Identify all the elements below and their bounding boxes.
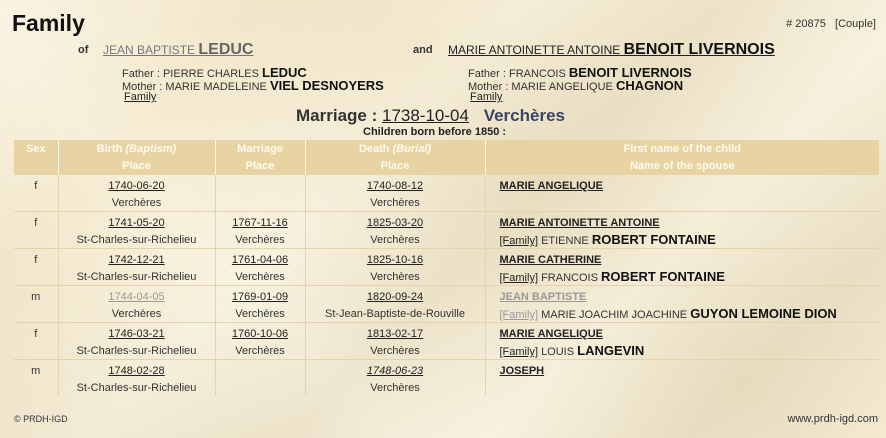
- sex-cell: f: [14, 323, 58, 343]
- spouse-family-link[interactable]: [Family]: [499, 309, 538, 321]
- table-row-sub: [14, 194, 879, 212]
- husband-mother: [122, 78, 384, 93]
- birth-place: St-Charles-sur-Richelieu: [58, 342, 215, 360]
- mother-label: Mother :: [122, 81, 163, 93]
- wife-mother-surname: CHAGNON: [615, 78, 684, 93]
- spouse-cell: [485, 379, 879, 396]
- spouse-surname: GUYON LEMOINE DION: [690, 306, 837, 321]
- death-date-link[interactable]: 1825-10-16: [366, 253, 424, 266]
- spouse-surname: LANGEVIN: [577, 343, 645, 358]
- birth-place: St-Charles-sur-Richelieu: [58, 231, 215, 249]
- death-place: Verchères: [305, 379, 485, 396]
- spouse-cell: [485, 194, 879, 212]
- marriage-date-link[interactable]: 1738-10-04: [381, 106, 469, 125]
- header-child: First name of the child: [485, 140, 879, 157]
- spouse-given: MARIE JOACHIM JOACHINE: [541, 309, 688, 321]
- spouse-family-link[interactable]: [Family]: [499, 235, 538, 247]
- death-date-link[interactable]: 1748-06-23: [366, 364, 424, 377]
- header-marriage: Marriage: [215, 140, 305, 157]
- record-id: # 20875: [786, 18, 826, 30]
- birth-date-link[interactable]: 1748-02-28: [108, 364, 165, 377]
- husband-father-given: PIERRE CHARLES: [162, 68, 259, 80]
- husband-surname: LEDUC: [198, 41, 254, 58]
- husband-given-name: JEAN BAPTISTE: [103, 43, 196, 57]
- birth-place: Verchères: [58, 305, 215, 323]
- birth-date-link[interactable]: 1741-05-20: [108, 216, 165, 229]
- husband-father-surname: LEDUC: [262, 65, 307, 80]
- child-name-link[interactable]: JEAN BAPTISTE: [499, 290, 587, 303]
- husband-mother-given: MARIE MADELEINE: [165, 81, 267, 93]
- wife-father-given: FRANCOIS: [508, 68, 566, 80]
- death-place: Verchères: [305, 342, 485, 360]
- spouse-surname: ROBERT FONTAINE: [600, 269, 725, 284]
- father-label: Father :: [468, 68, 506, 80]
- husband-name-link[interactable]: [103, 43, 253, 57]
- header-row-2: [14, 157, 879, 175]
- of-label: of: [78, 44, 89, 56]
- child-name-link[interactable]: MARIE CATHERINE: [499, 253, 602, 266]
- table-row: [14, 175, 879, 195]
- mother-label: Mother :: [468, 81, 509, 93]
- record-type: [Couple]: [835, 18, 876, 30]
- sex-cell: m: [14, 286, 58, 306]
- husband-family-link[interactable]: Family: [124, 91, 157, 103]
- record-number: [786, 18, 876, 30]
- marriage-place: Verchères: [215, 268, 305, 286]
- father-label: Father :: [122, 68, 160, 80]
- birth-date-link[interactable]: 1742-12-21: [108, 253, 165, 266]
- marriage-label: Marriage :: [296, 106, 378, 125]
- table-row-sub: [14, 305, 879, 323]
- marriage-place: Verchères: [215, 305, 305, 323]
- birth-date-link[interactable]: 1740-06-20: [108, 179, 165, 192]
- birth-place: St-Charles-sur-Richelieu: [58, 379, 215, 396]
- copyright: © PRDH-IGD: [14, 414, 68, 424]
- header-sex: Sex: [14, 140, 58, 157]
- table-row-sub: [14, 379, 879, 396]
- spouse-surname: ROBERT FONTAINE: [591, 232, 716, 247]
- spouse-family-link[interactable]: [Family]: [499, 272, 538, 284]
- marriage-date-link[interactable]: 1760-10-06: [231, 327, 289, 340]
- spouse-given: LOUIS: [541, 346, 575, 358]
- wife-given-name: MARIE ANTOINETTE ANTOINE: [448, 43, 621, 57]
- wife-surname: BENOIT LIVERNOIS: [623, 41, 775, 58]
- spouse-family-link[interactable]: [Family]: [499, 346, 538, 358]
- header-birth-place: Place: [58, 157, 215, 175]
- death-place: Verchères: [305, 194, 485, 212]
- table-row: [14, 286, 879, 306]
- spouse-cell: [485, 268, 879, 286]
- sex-cell: f: [14, 175, 58, 195]
- sex-cell: f: [14, 249, 58, 269]
- sex-cell: f: [14, 212, 58, 232]
- marriage-place: Verchères: [215, 231, 305, 249]
- wife-mother-given: MARIE ANGELIQUE: [511, 81, 613, 93]
- child-name-link[interactable]: JOSEPH: [499, 364, 545, 377]
- marriage-line: [296, 106, 565, 126]
- husband-mother-surname: VIEL DESNOYERS: [269, 78, 384, 93]
- death-place: Verchères: [305, 231, 485, 249]
- header-row-1: [14, 140, 879, 157]
- wife-father-surname: BENOIT LIVERNOIS: [568, 65, 692, 80]
- birth-date-link[interactable]: 1746-03-21: [108, 327, 165, 340]
- marriage-place: [215, 194, 305, 212]
- header-death-place: Place: [305, 157, 485, 175]
- header-marriage-place: Place: [215, 157, 305, 175]
- death-date-link[interactable]: 1813-02-17: [366, 327, 424, 340]
- death-place: Verchères: [305, 268, 485, 286]
- table-row: [14, 360, 879, 380]
- page-title: Family: [12, 10, 85, 36]
- death-date-link[interactable]: 1740-08-12: [366, 179, 424, 192]
- child-name-link[interactable]: MARIE ANTOINETTE ANTOINE: [499, 216, 660, 229]
- and-label: and: [413, 44, 433, 56]
- marriage-place: Verchères: [483, 106, 565, 125]
- child-name-link[interactable]: MARIE ANGELIQUE: [499, 179, 603, 192]
- spouse-given: ETIENNE: [541, 235, 589, 247]
- marriage-place: Verchères: [215, 342, 305, 360]
- marriage-date-link[interactable]: 1769-01-09: [231, 290, 289, 303]
- sex-cell: m: [14, 360, 58, 380]
- spouse-cell: [485, 231, 879, 249]
- table-row-sub: [14, 231, 879, 249]
- wife-name[interactable]: [448, 41, 775, 59]
- spouse-cell: [485, 342, 879, 360]
- birth-place: St-Charles-sur-Richelieu: [58, 268, 215, 286]
- website: www.prdh-igd.com: [787, 413, 878, 425]
- spouse-cell: [485, 305, 879, 323]
- table-row: [14, 323, 879, 343]
- table-row: [14, 249, 879, 269]
- death-date-link[interactable]: 1825-03-20: [366, 216, 424, 229]
- children-table: [14, 140, 879, 396]
- wife-family-link[interactable]: Family: [470, 91, 503, 103]
- header-birth: Birth (Baptism): [58, 140, 215, 157]
- header-spouse: Name of the spouse: [485, 157, 879, 175]
- marriage-place: [215, 379, 305, 396]
- spouse-given: FRANCOIS: [541, 272, 598, 284]
- wife-name-link[interactable]: [448, 43, 775, 57]
- table-row-sub: [14, 342, 879, 360]
- birth-date-link[interactable]: 1744-04-05: [108, 290, 165, 303]
- death-date-link[interactable]: 1820-09-24: [366, 290, 424, 303]
- child-name-link[interactable]: MARIE ANGELIQUE: [499, 327, 603, 340]
- husband-name[interactable]: [103, 41, 253, 59]
- header-blank: [14, 157, 58, 175]
- birth-place: Verchères: [58, 194, 215, 212]
- marriage-date-link[interactable]: 1767-11-16: [232, 216, 288, 229]
- children-heading: Children born before 1850 :: [363, 126, 507, 138]
- marriage-date-link[interactable]: 1761-04-06: [231, 253, 289, 266]
- table-row: [14, 212, 879, 232]
- header-death: Death (Burial): [305, 140, 485, 157]
- death-place: St-Jean-Baptiste-de-Rouville: [305, 305, 485, 323]
- table-row-sub: [14, 268, 879, 286]
